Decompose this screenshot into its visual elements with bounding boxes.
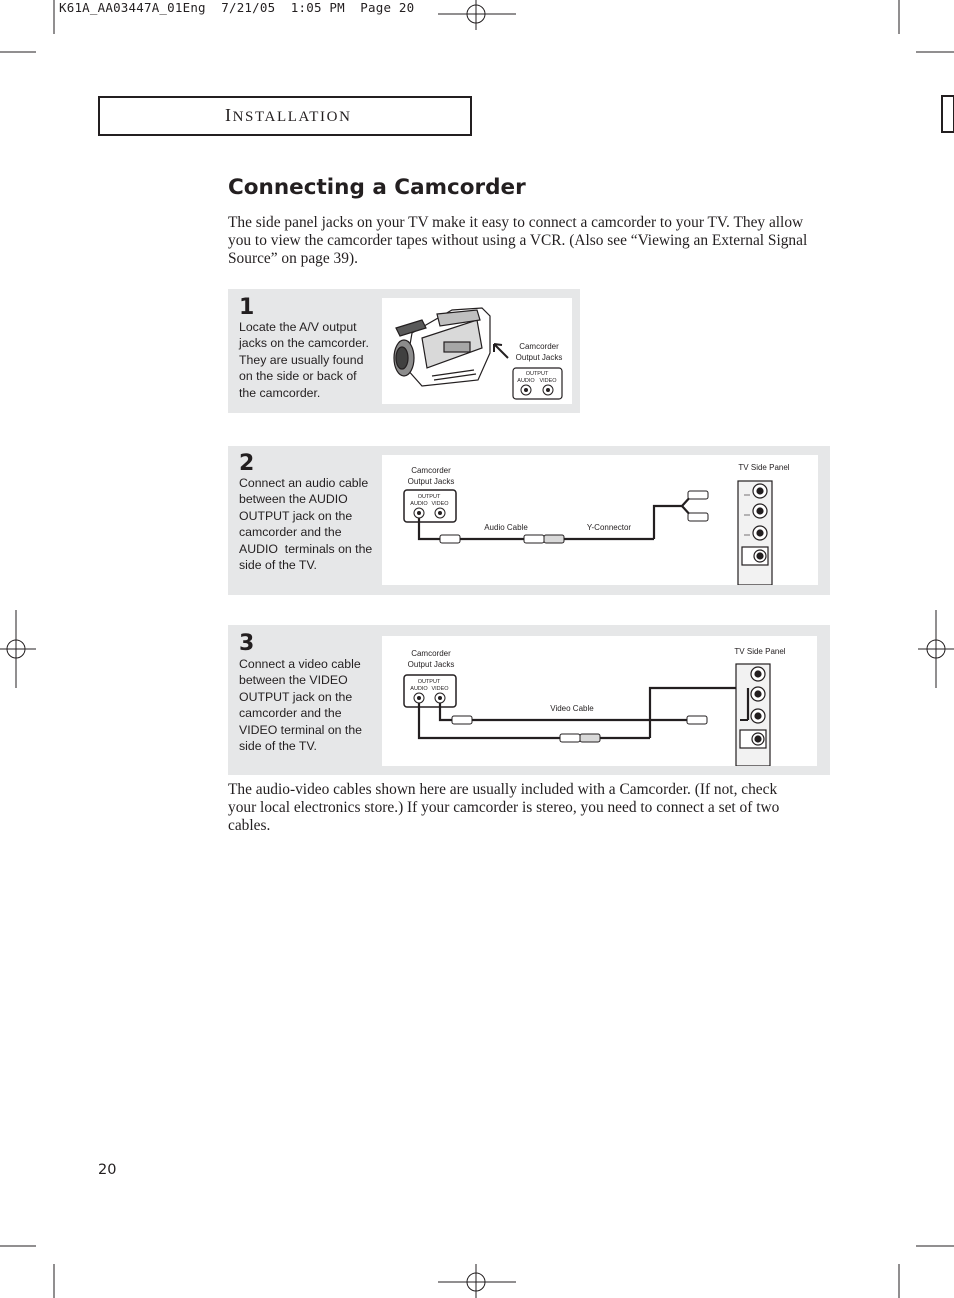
camcorder-jacks-label-line1: Camcorder	[411, 466, 451, 475]
output-label: OUTPUT	[525, 371, 549, 377]
page-title: Connecting a Camcorder	[228, 175, 526, 200]
output-jacks-icon	[513, 368, 562, 399]
section-label: INSTALLATION	[225, 105, 352, 125]
step-2-text: Connect an audio cable between the AUDIO OUTPUT jack on the camcorder and the AUDIO terminals on the side of the TV.	[239, 476, 373, 573]
video-label: VIDEO	[539, 378, 557, 384]
print-slug: K61A_AA03447A_01Eng 7/21/05 1:05 PM Page 20	[59, 0, 415, 15]
audio-label: AUDIO	[517, 378, 535, 384]
step-3-figure	[382, 636, 817, 766]
step-1-figure	[382, 298, 572, 404]
tv-side-panel-icon	[738, 481, 772, 585]
output-label: OUTPUT	[417, 494, 441, 500]
output-jacks-icon	[404, 490, 456, 522]
step-1-box	[228, 289, 580, 413]
camcorder-jacks-label-line2: Output Jacks	[407, 477, 455, 486]
audio-cable-label: Audio Cable	[484, 523, 528, 532]
video-cable-label: Video Cable	[550, 704, 594, 713]
y-connector-label: Y-Connector	[586, 523, 632, 532]
step-1-text: Locate the A/V output jacks on the camcorder. They are usually found on the side or back of the camcorder.	[239, 320, 369, 400]
camcorder-illustration	[394, 308, 490, 386]
step-3-text: Connect a video cable between the VIDEO OUTPUT jack on the camcorder and the VIDEO terminal on the side of the TV.	[239, 657, 363, 754]
tv-side-panel-label: TV Side Panel	[738, 463, 790, 472]
page-number: 20	[98, 1162, 117, 1178]
video-label: VIDEO	[431, 686, 449, 692]
step-3-number: 3	[239, 631, 255, 656]
outro-paragraph: The audio-video cables shown here are usually included with a Camcorder. (If not, check your local electronics store.) If your camcorder is stereo, you need to connect a set of two cables.	[228, 781, 780, 834]
camcorder-jacks-label-line2: Output Jacks	[515, 353, 563, 362]
step-1-number: 1	[239, 295, 255, 320]
arrow-icon	[494, 344, 508, 358]
output-jacks-icon	[404, 675, 456, 707]
tv-side-panel-label: TV Side Panel	[734, 647, 786, 656]
camcorder-jacks-label-line1: Camcorder	[519, 342, 559, 351]
output-label: OUTPUT	[417, 679, 441, 685]
video-cable	[419, 688, 748, 738]
camcorder-jacks-label-line1: Camcorder	[411, 649, 451, 658]
audio-label: AUDIO	[410, 686, 428, 692]
step-2-figure	[382, 455, 818, 585]
camcorder-jacks-label-line2: Output Jacks	[407, 660, 455, 669]
audio-cable	[419, 495, 700, 539]
tv-side-panel-icon	[736, 664, 770, 766]
step-3-box	[228, 625, 830, 775]
video-label: VIDEO	[431, 501, 449, 507]
intro-paragraph: The side panel jacks on your TV make it easy to connect a camcorder to your TV. They allow you to view the camcorder tapes without using a VCR. (Also see “Viewing an External Signal Source” on page 39).	[228, 214, 808, 267]
step-2-number: 2	[239, 451, 255, 476]
step-2-box	[228, 446, 830, 595]
audio-label: AUDIO	[410, 501, 428, 507]
plug-connectors	[440, 491, 708, 543]
